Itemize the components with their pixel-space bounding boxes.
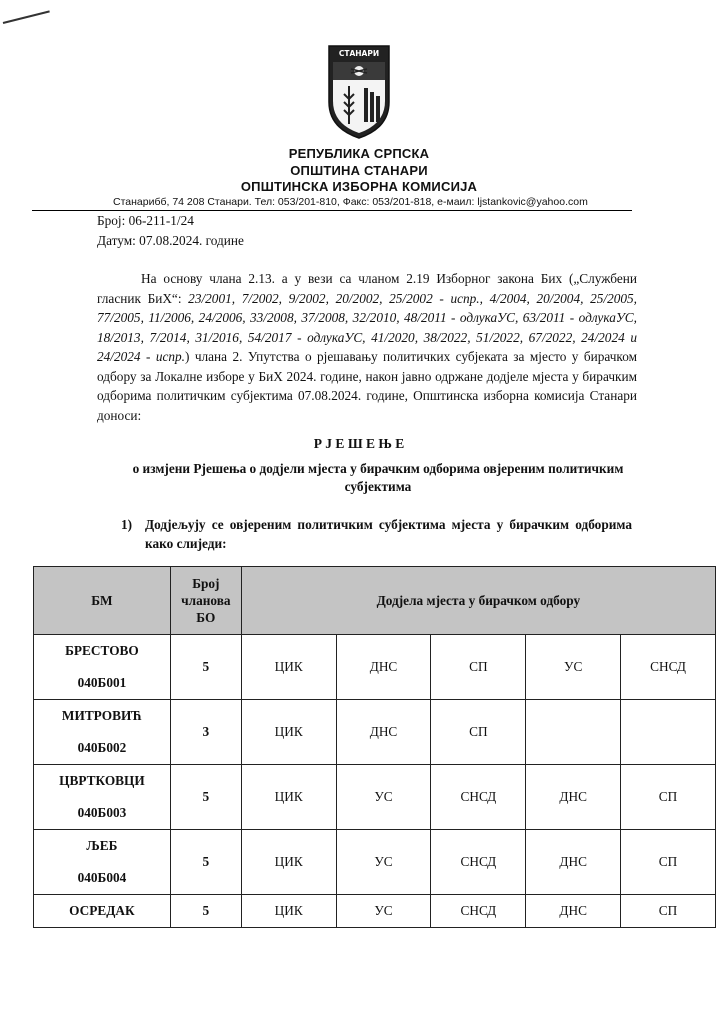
party-cell: УС: [336, 765, 431, 830]
party-cell: СНСД: [431, 765, 526, 830]
member-count: 5: [170, 635, 241, 700]
party-cell: ДНС: [526, 765, 621, 830]
polling-station-cell: [34, 700, 171, 765]
party-cell: ЦИК: [241, 635, 336, 700]
polling-station-cell: [34, 635, 171, 700]
party-cell: ЦИК: [241, 830, 336, 895]
table-row: [34, 635, 716, 700]
party-cell: УС: [336, 830, 431, 895]
party-cell: СП: [431, 700, 526, 765]
member-count: 5: [170, 895, 241, 928]
decision-title: Р Ј Е Ш Е Њ Е: [313, 436, 405, 451]
member-count: 5: [170, 830, 241, 895]
header-republic: РЕПУБЛИКА СРПСКА: [288, 146, 430, 161]
polling-station-name: ЉЕБ: [86, 838, 118, 853]
party-cell: СНСД: [431, 895, 526, 928]
member-count: 5: [170, 765, 241, 830]
header-allocation: Додјела мјеста у бирачком одбору: [241, 567, 715, 635]
party-cell: УС: [336, 895, 431, 928]
polling-station-code: 040Б002: [77, 740, 127, 755]
polling-committee-table: [33, 566, 716, 928]
polling-station-code: 040Б003: [77, 805, 127, 820]
header-address: Станарибб, 74 208 Станари. Тел: 053/201-810, Факс: 053/201-818, е-маил: ljstankovic@yahoo.com: [113, 196, 588, 208]
party-cell: ЦИК: [241, 895, 336, 928]
party-cell: ДНС: [336, 700, 431, 765]
polling-station-cell: [34, 830, 171, 895]
polling-station-cell: [34, 765, 171, 830]
party-cell: ДНС: [526, 895, 621, 928]
polling-station-code: 040Б004: [77, 870, 127, 885]
header-commission: ОПШТИНСКА ИЗБОРНА КОМИСИЈА: [240, 179, 478, 194]
item-text: Додјељују се овјереним политичким субјектима мјеста у бирачким одборима како слиједи:: [145, 517, 632, 551]
header-divider: [32, 210, 632, 211]
polling-station-cell: [34, 895, 171, 928]
party-cell: СП: [621, 765, 716, 830]
party-cell: [526, 700, 621, 765]
preamble-conclusion: ) члана 2. Упутства о рјешавању политичких субјеката за мјесто у бирачком одбору за Локалне изборе у БиХ 2024. године, након јавно одржане додјеле мјеста у бирачким одборима политичким субјектима 07.08.2024. године, Општинска изборна комисија Станари доноси:: [97, 349, 638, 423]
party-cell: СП: [621, 895, 716, 928]
party-cell: СП: [621, 830, 716, 895]
header-member-count: Број чланова БО: [170, 567, 241, 635]
party-cell: СНСД: [431, 830, 526, 895]
polling-station-name: МИТРОВИЋ: [61, 708, 142, 723]
table-row: [34, 895, 716, 928]
polling-station-code: 040Б001: [77, 675, 127, 690]
scan-mark: [3, 10, 50, 24]
party-cell: ДНС: [526, 830, 621, 895]
preamble: [97, 269, 637, 425]
party-cell: ДНС: [336, 635, 431, 700]
decision-subtitle: о измјени Рјешења о додјели мјеста у бирачким одборима овјереним политичким субјектима: [132, 461, 624, 494]
party-cell: [621, 700, 716, 765]
header-municipality: ОПШТИНА СТАНАРИ: [290, 163, 428, 178]
item-number: 1): [121, 517, 133, 532]
table-row: [34, 765, 716, 830]
gazette-references: 23/2001, 7/2002, 9/2002, 20/2002, 25/2002 - испр., 4/2004, 20/2004, 25/2005, 77/2005, 11/2006, 24/2006, 33/2008, 37/2008, 32/2010, 48/2011 - одлукаУС, 63/2011 - одлукаУС, 18/2013, 7/2014, 31/2016, 54/2017 - одлукаУС, 41/2020, 38/2022, 51/2022, 67/2022, 24/2024 и 24/2024 - испр.: [97, 290, 637, 364]
document-date: Датум: 07.08.2024. године: [97, 233, 244, 248]
header-bm: БМ: [34, 567, 171, 635]
party-cell: ЦИК: [241, 765, 336, 830]
party-cell: ЦИК: [241, 700, 336, 765]
crest-label: СТАНАРИ: [338, 49, 380, 58]
polling-station-name: БРЕСТОВО: [65, 643, 139, 658]
party-cell: УС: [526, 635, 621, 700]
municipality-crest-icon: [327, 44, 391, 140]
table-row: [34, 700, 716, 765]
document-number: Број: 06-211-1/24: [97, 213, 194, 228]
party-cell: СНСД: [621, 635, 716, 700]
table-row: [34, 830, 716, 895]
decision-item: [121, 515, 632, 553]
party-cell: СП: [431, 635, 526, 700]
preamble-intro: На основу члана 2.13. а у вези са чланом 2.19 Изборног закона Бих („Службени гласник БиХ“:: [97, 271, 637, 306]
polling-station-name: ОСРЕДАК: [69, 903, 135, 918]
polling-station-name: ЦВРТКОВЦИ: [59, 773, 145, 788]
member-count: 3: [170, 700, 241, 765]
